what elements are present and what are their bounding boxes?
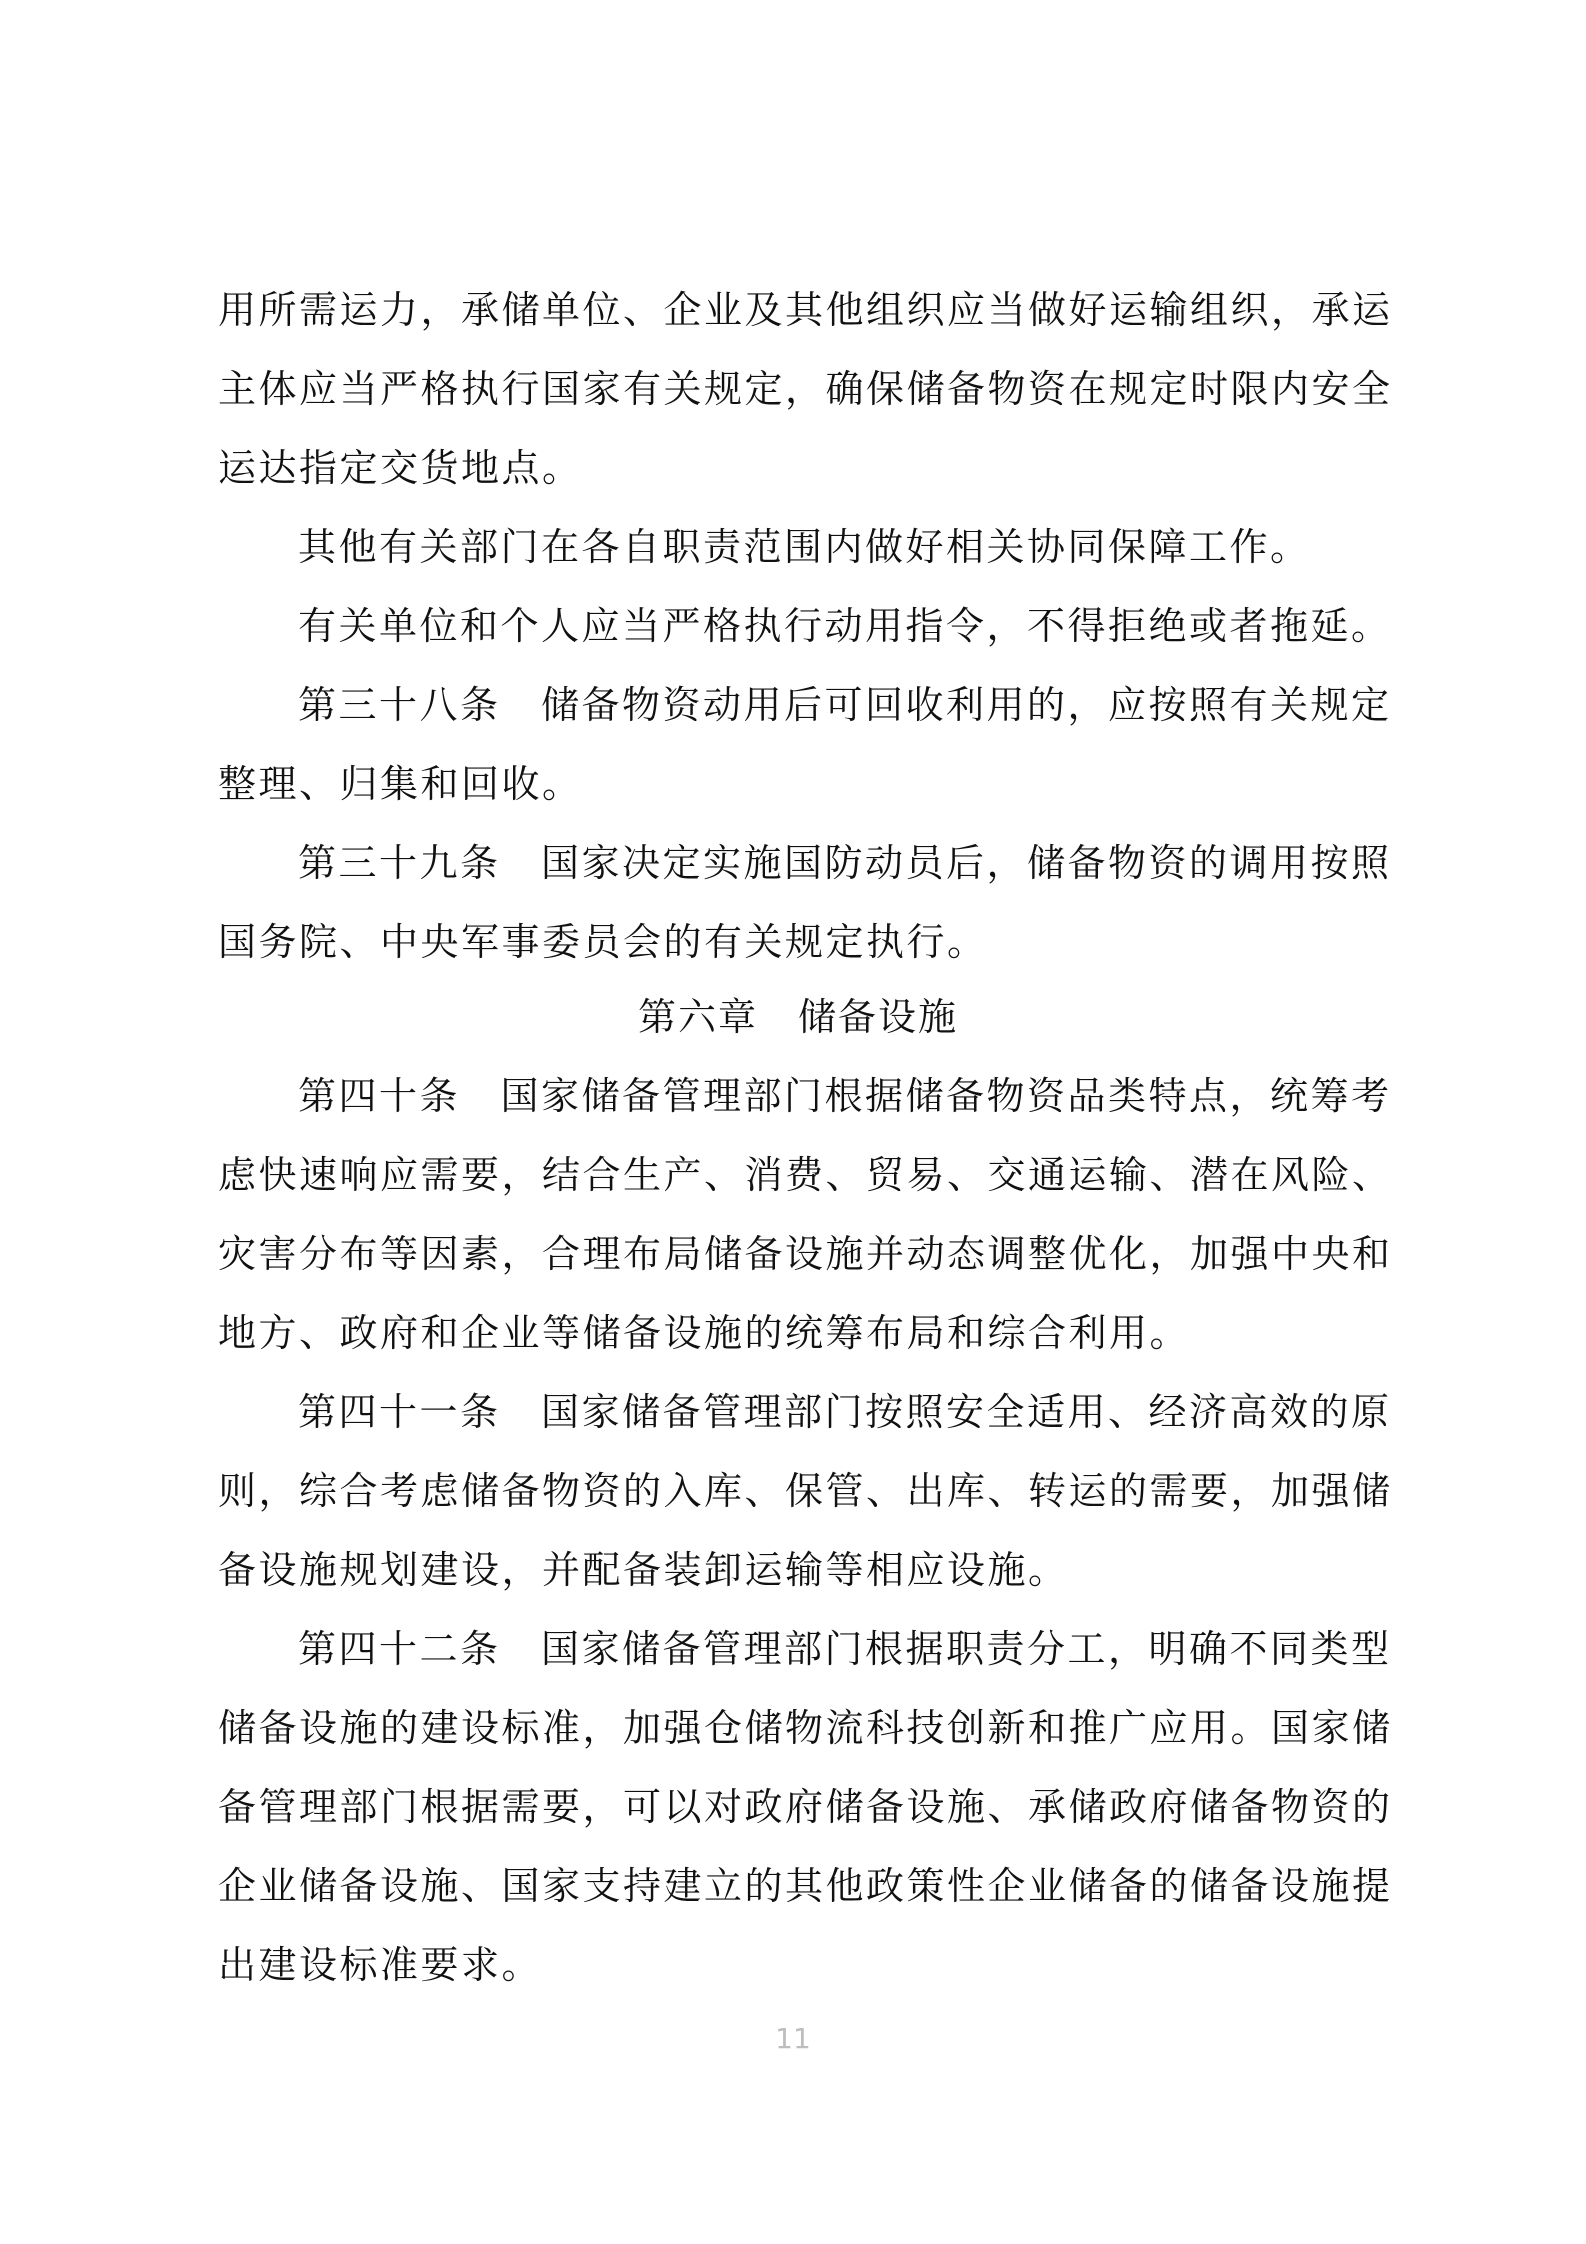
article-42-line: 第四十二条 国家储备管理部门根据职责分工，明确不同类型	[298, 1627, 1392, 1671]
article-41-line: 第四十一条 国家储备管理部门按照安全适用、经济高效的原	[298, 1390, 1392, 1434]
text-line: 地方、政府和企业等储备设施的统筹布局和综合利用。	[218, 1311, 1191, 1355]
text-line: 有关单位和个人应当严格执行动用指令，不得拒绝或者拖延。	[298, 604, 1392, 648]
text-line: 出建设标准要求。	[218, 1943, 543, 1987]
text-line: 备管理部门根据需要，可以对政府储备设施、承储政府储备物资的	[218, 1785, 1393, 1829]
text-line: 储备设施的建设标准，加强仓储物流科技创新和推广应用。国家储	[218, 1706, 1393, 1750]
text-line: 备设施规划建设，并配备装卸运输等相应设施。	[218, 1548, 1069, 1592]
article-40-line: 第四十条 国家储备管理部门根据储备物资品类特点，统筹考	[298, 1074, 1392, 1118]
text-line: 则，综合考虑储备物资的入库、保管、出库、转运的需要，加强储	[218, 1469, 1393, 1513]
text-line: 虑快速响应需要，结合生产、消费、贸易、交通运输、潜在风险、	[218, 1153, 1393, 1197]
article-39-line: 第三十九条 国家决定实施国防动员后，储备物资的调用按照	[298, 841, 1392, 885]
text-line: 整理、归集和回收。	[218, 762, 583, 806]
chapter-heading: 第六章 储备设施	[637, 995, 958, 1039]
text-line: 其他有关部门在各自职责范围内做好相关协同保障工作。	[298, 525, 1311, 569]
text-line: 主体应当严格执行国家有关规定，确保储备物资在规定时限内安全	[218, 367, 1393, 411]
text-line: 用所需运力，承储单位、企业及其他组织应当做好运输组织，承运	[218, 288, 1393, 332]
text-line: 运达指定交货地点。	[218, 446, 583, 490]
page-number: 11	[775, 2022, 811, 2055]
article-38-line: 第三十八条 储备物资动用后可回收利用的，应按照有关规定	[298, 683, 1392, 727]
text-line: 国务院、中央军事委员会的有关规定执行。	[218, 920, 988, 964]
text-line: 企业储备设施、国家支持建立的其他政策性企业储备的储备设施提	[218, 1864, 1393, 1908]
text-line: 灾害分布等因素，合理布局储备设施并动态调整优化，加强中央和	[218, 1232, 1393, 1276]
